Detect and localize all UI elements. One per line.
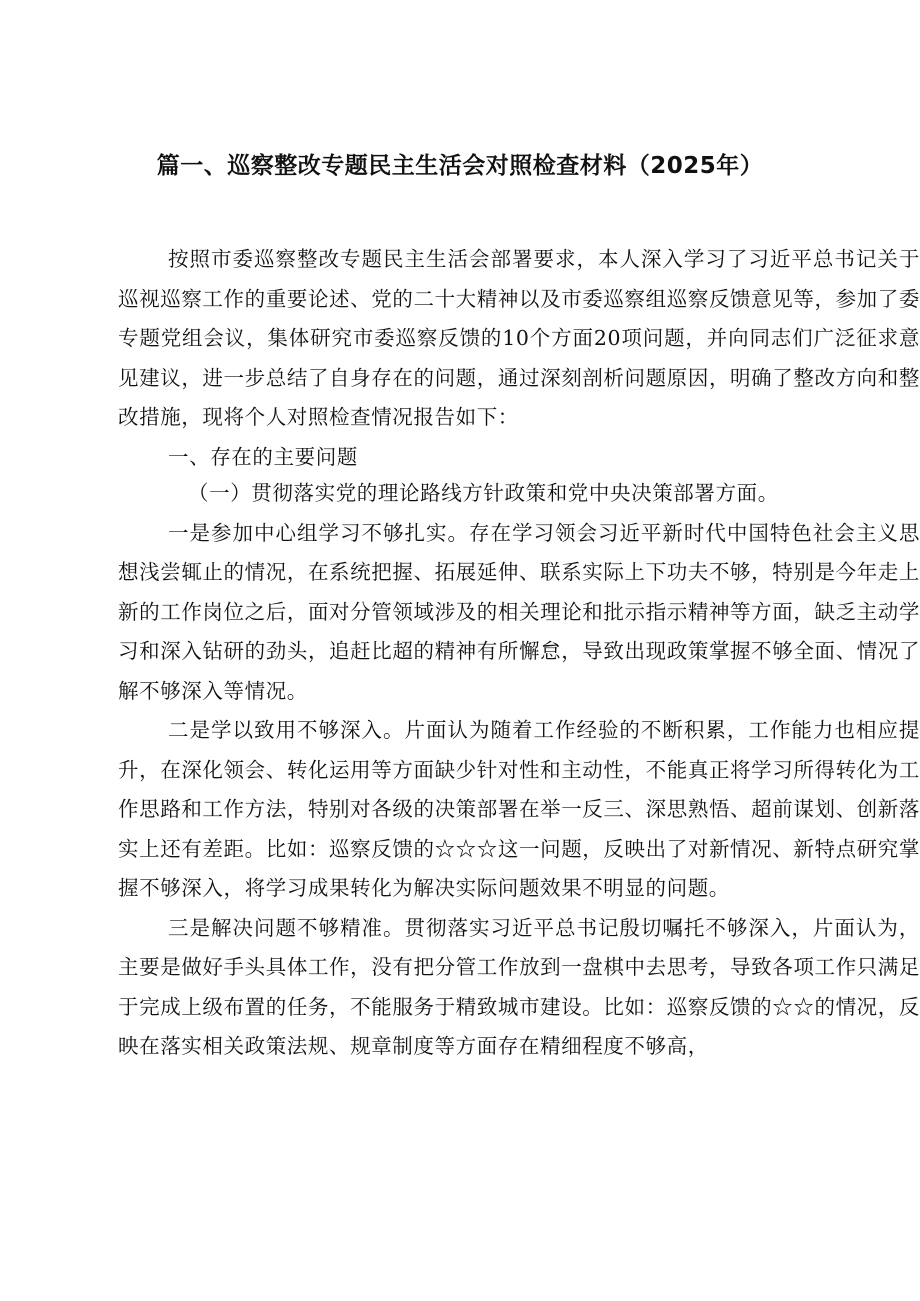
point-paragraph-3: 三是解决问题不够精准。贯彻落实习近平总书记殷切嘱托不够深入，片面认为，主要是做好手头具体工作，没有把分管工作放到一盘棋中去思考，导致各项工作只满足于完成上级布置的任务，不能服务于精致城市建设。比如：巡察反馈的☆☆的情况，反映在落实相关政策法规、规章制度等方面存在精细程度不够高，: [118, 915, 920, 1058]
section-heading-problems: 一、存在的主要问题: [168, 444, 358, 469]
document-body: [118, 240, 920, 1067]
point-paragraph-1: 一是参加中心组学习不够扎实。存在学习领会习近平新时代中国特色社会主义思想浅尝辄止的情况，在系统把握、拓展延伸、联系实际上下功夫不够，特别是今年走上新的工作岗位之后，面对分管领域涉及的相关理论和批示指示精神等方面，缺乏主动学习和深入钻研的劲头，追赶比超的精神有所懈怠，导致出现政策掌握不够全面、情况了解不够深入等情况。: [118, 520, 920, 703]
intro-paragraph: 按照市委巡察整改专题民主生活会部署要求，本人深入学习了习近平总书记关于巡视巡察工作的重要论述、党的二十大精神以及市委巡察组巡察反馈意见等，参加了委专题党组会议，集体研究市委巡察反馈的10个方面20项问题，并向同志们广泛征求意见建议，进一步总结了自身存在的问题，通过深刻剖析问题原因，明确了整改方向和整改措施，现将个人对照检查情况报告如下：: [118, 247, 920, 429]
subsection-heading-policy: （一）贯彻落实党的理论路线方针政策和党中央决策部署方面。: [188, 481, 779, 505]
document-title: 篇一、巡察整改专题民主生活会对照检查材料（2025年）: [156, 153, 764, 179]
point-paragraph-2: 二是学以致用不够深入。片面认为随着工作经验的不断积累，工作能力也相应提升，在深化领会、转化运用等方面缺少针对性和主动性，不能真正将学习所得转化为工作思路和工作方法，特别对各级的决策部署在举一反三、深思熟悟、超前谋划、创新落实上还有差距。比如：巡察反馈的☆☆☆这一问题，反映出了对新情况、新特点研究掌握不够深入，将学习成果转化为解决实际问题效果不明显的问题。: [118, 718, 920, 900]
